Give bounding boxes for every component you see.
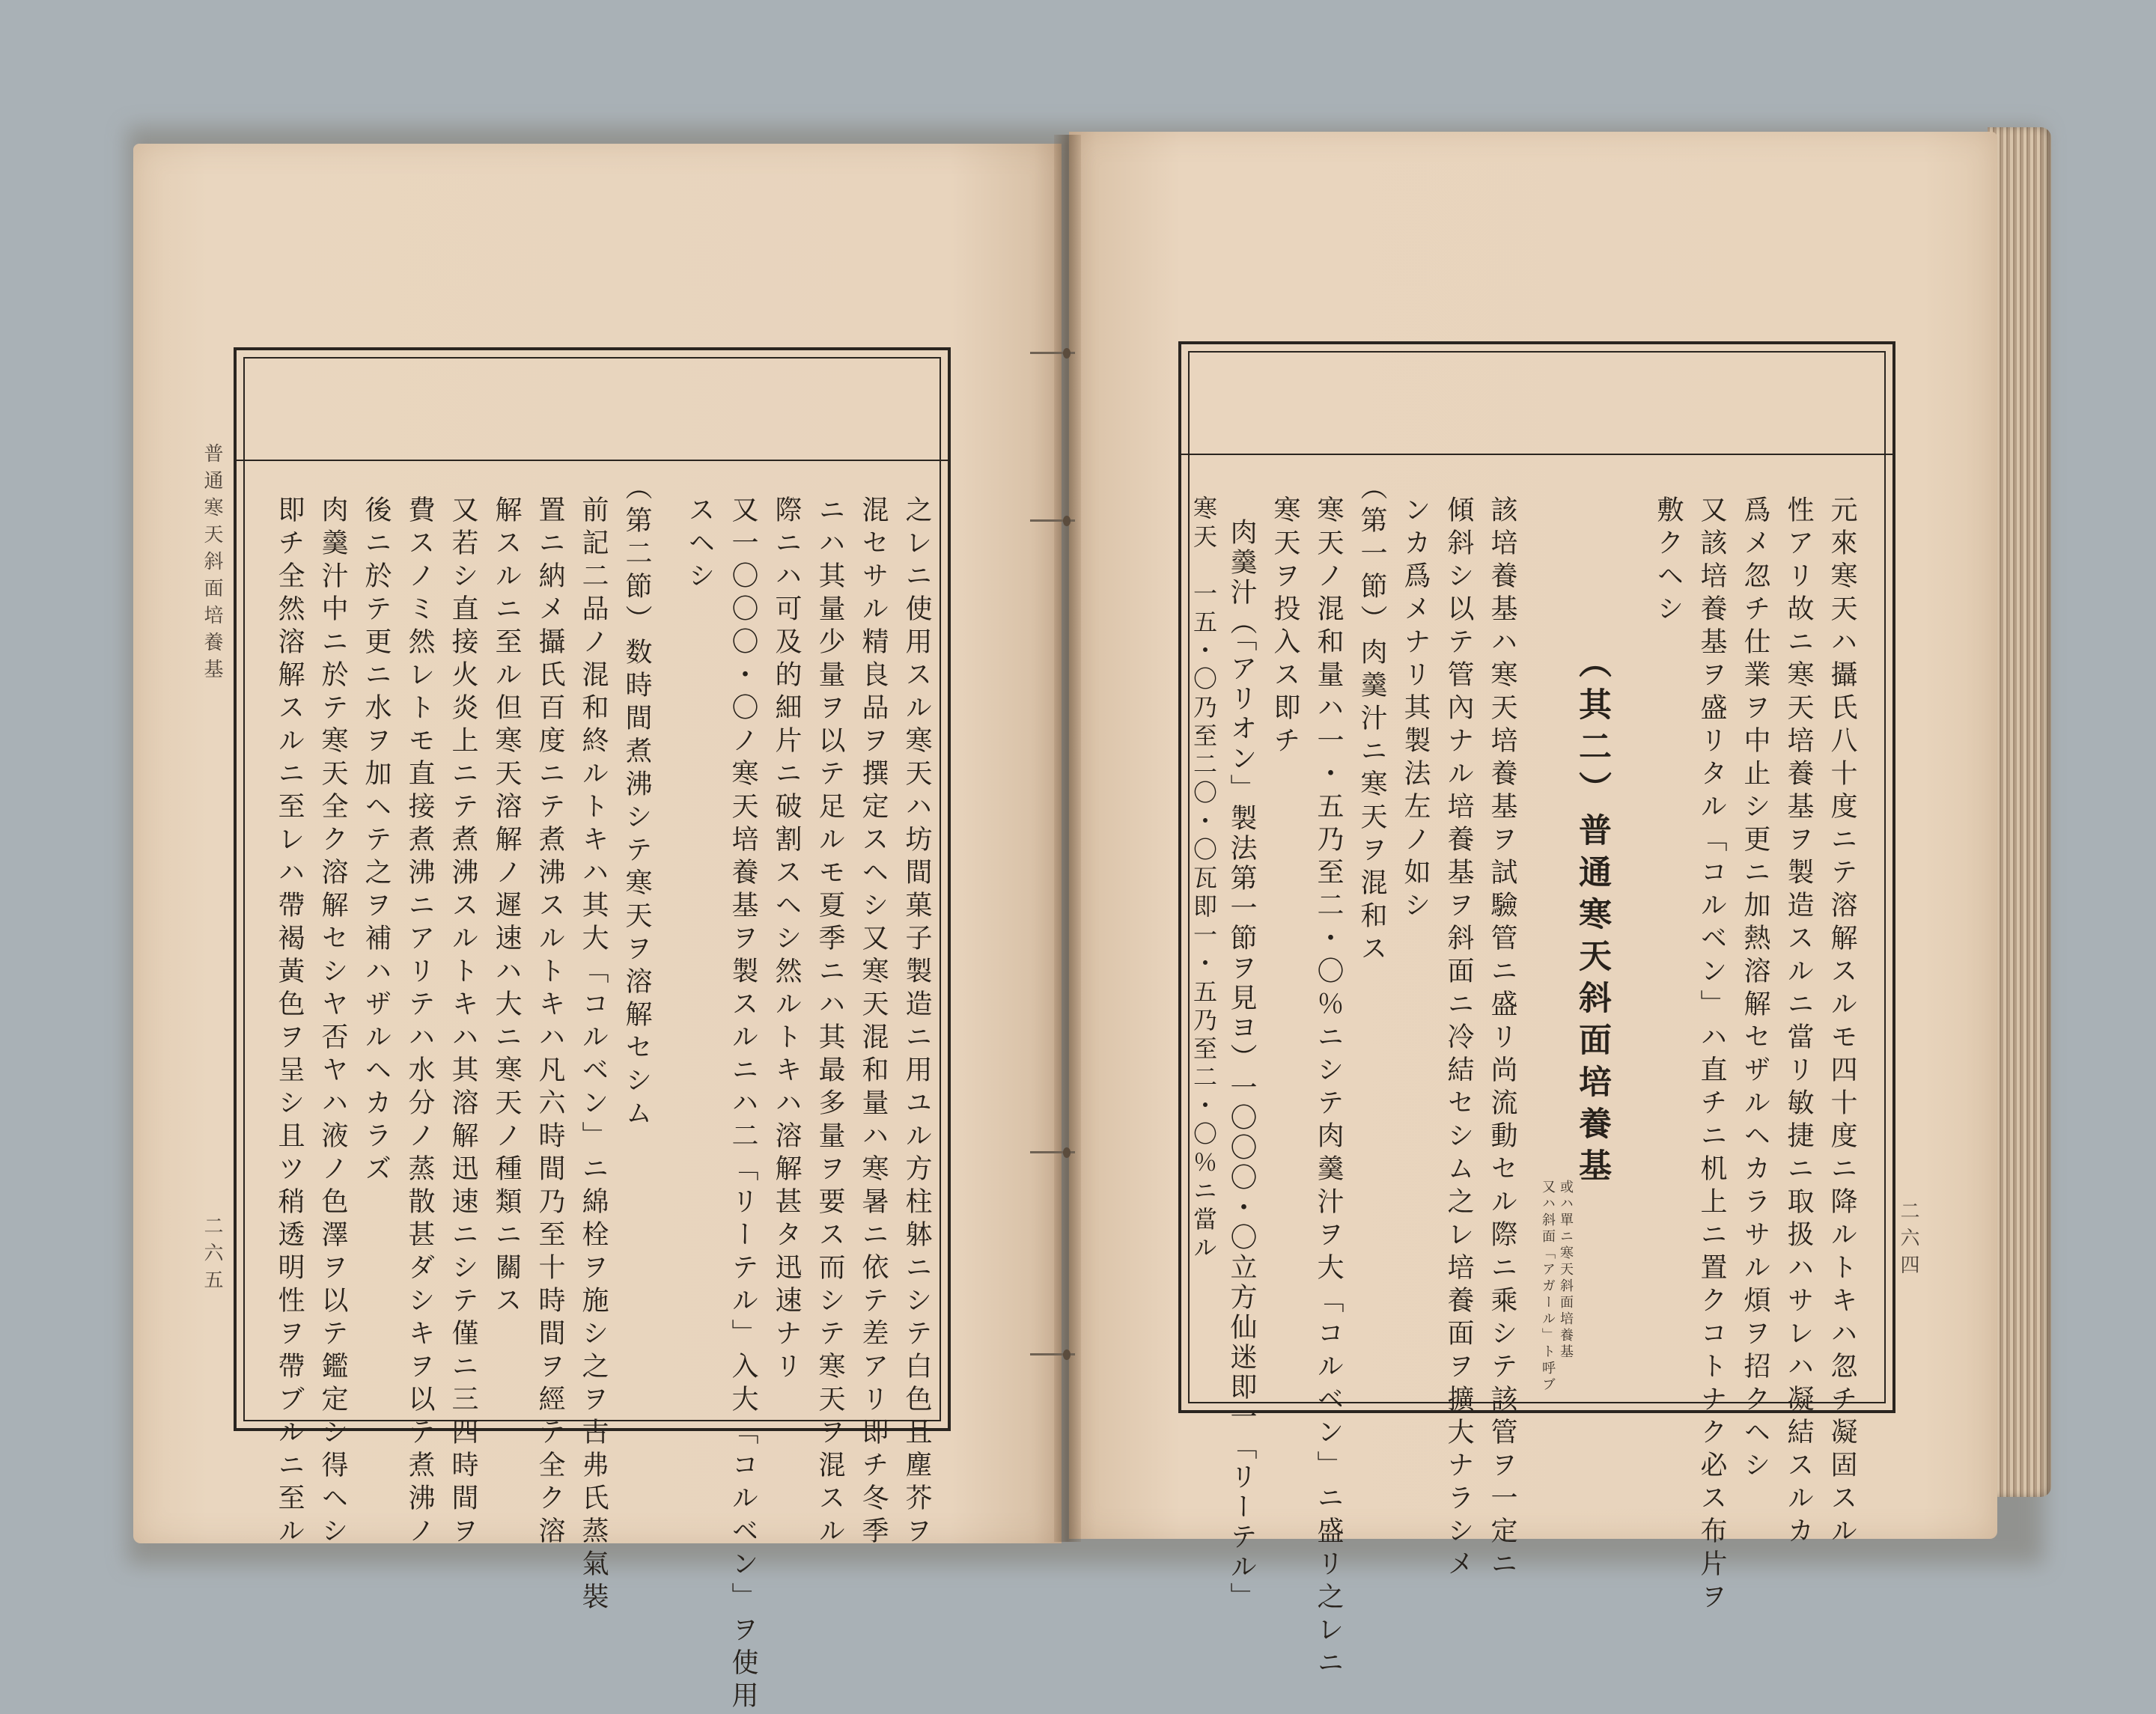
- text-column: 肉羹汁中ニ於テ寒天全ク溶解セシヤ否ヤハ液ノ色澤ヲ以テ鑑定シ得ヘシ: [317, 495, 348, 1549]
- text-column: スヘシ: [684, 495, 715, 594]
- text-column: 元來寒天ハ攝氏八十度ニテ溶解スルモ四十度ニ降ルトキハ忽チ凝固スル: [1827, 495, 1857, 1549]
- text-column: 之レニ使用スル寒天ハ坊間菓子製造ニ用ユル方柱躰ニシテ白色且塵芥ヲ: [901, 495, 932, 1549]
- text-column: 寒天ノ混和量ハ一・五乃至二・〇％ニシテ肉羹汁ヲ大「コルベン」ニ盛リ之レニ: [1313, 495, 1344, 1681]
- text-column: 又一〇〇〇・〇ノ寒天培養基ヲ製スルニハ二「リーテル」入大「コルベン」ヲ使用: [728, 495, 758, 1714]
- running-head: 普通寒天斜面培養基: [201, 443, 223, 686]
- binding-stitch: [1030, 1150, 1075, 1156]
- binding-stitch: [1030, 518, 1075, 524]
- section-heading: （第一節）肉羹汁ニ寒天ヲ混和ス: [1356, 473, 1387, 967]
- right-frame-header-rule: [1181, 454, 1892, 455]
- left-frame-header-rule: [237, 460, 948, 461]
- section-heading: （第二節）数時間煮沸シテ寒天ヲ溶解セシム: [621, 473, 652, 1132]
- text-column: ニハ其量少量ヲ以テ足ルモ夏季ニハ其最多量ヲ要ス而シテ寒天ヲ混スル: [814, 495, 845, 1549]
- text-column: 寒天ヲ投入ス即チ: [1270, 495, 1300, 759]
- text-column: 即チ全然溶解スルニ至レハ帶褐黃色ヲ呈シ且ツ稍透明性ヲ帶ブルニ至ル: [274, 495, 305, 1549]
- text-column: 又若シ直接火炎上ニテ煮沸スルトキハ其溶解迅速ニシテ僅ニ三四時間ヲ: [448, 495, 478, 1549]
- text-column: 敷クヘシ: [1653, 495, 1684, 627]
- book-gutter: [1054, 135, 1081, 1542]
- text-column: 肉羹汁（「アリオン」製法第一節ヲ見ヨ）一〇〇〇・〇立方仙迷即一「リーテル」: [1226, 518, 1257, 1612]
- text-column: 傾斜シ以テ管內ナル培養基ヲ斜面ニ冷結セシム之レ培養面ヲ擴大ナラシメ: [1443, 495, 1474, 1582]
- binding-stitch: [1030, 1352, 1075, 1358]
- text-column: 該培養基ハ寒天培養基ヲ試驗管ニ盛リ尚流動セル際ニ乘シテ該管ヲ一定ニ: [1487, 495, 1517, 1582]
- text-column: 後ニ於テ更ニ水ヲ加ヘテ之ヲ補ハザルヘカラズ: [361, 495, 392, 1187]
- text-column: ンカ爲メナリ其製法左ノ如シ: [1400, 495, 1431, 924]
- text-column: 性アリ故ニ寒天培養基ヲ製造スルニ當リ敏捷ニ取扱ハサレハ凝結スルカ: [1783, 495, 1814, 1549]
- binding-stitch: [1030, 350, 1075, 356]
- text-column: 又該培養基ヲ盛リタル「コルベン」ハ直チニ机上ニ置クコトナク必ス布片ヲ: [1696, 495, 1727, 1615]
- text-column: 際ニハ可及的細片ニ破割スヘシ然ルトキハ溶解甚タ迅速ナリ: [771, 495, 802, 1385]
- page-number-right: 二六四: [1897, 1201, 1919, 1281]
- text-column: 費スノミ然レトモ直接煮沸ニアリテハ水分ノ蒸散甚ダシキヲ以テ煮沸ノ: [404, 495, 435, 1549]
- text-column: 混セサル精良品ヲ撰定スヘシ又寒天混和量ハ寒暑ニ依テ差アリ即チ冬季: [858, 495, 889, 1549]
- text-column: 前記二品ノ混和終ルトキハ其大「コルベン」ニ綿栓ヲ施シ之ヲ古弗氏蒸氣裝: [578, 495, 609, 1615]
- heading-note: 或ハ單ニ寒天斜面培養基: [1558, 1180, 1574, 1361]
- text-column: 寒天 一五・〇乃至二〇・〇瓦即一・五乃至二・〇％ニ當ル: [1190, 495, 1218, 1263]
- text-column: 解スルニ至ル但寒天溶解ノ遲速ハ大ニ寒天ノ種類ニ關ス: [491, 495, 522, 1319]
- heading-note: 又ハ斜面「アガール」ト呼ブ: [1540, 1180, 1556, 1394]
- chapter-heading: （其二）普通寒天斜面培養基: [1573, 645, 1611, 1190]
- page-number-left: 二六五: [201, 1216, 223, 1296]
- text-column: 爲メ忽チ仕業ヲ中止シ更ニ加熱溶解セザルヘカラサル煩ヲ招クヘシ: [1740, 495, 1770, 1483]
- text-column: 置ニ納メ攝氏百度ニテ煮沸スルトキハ凡六時間乃至十時間ヲ經テ全ク溶: [535, 495, 565, 1549]
